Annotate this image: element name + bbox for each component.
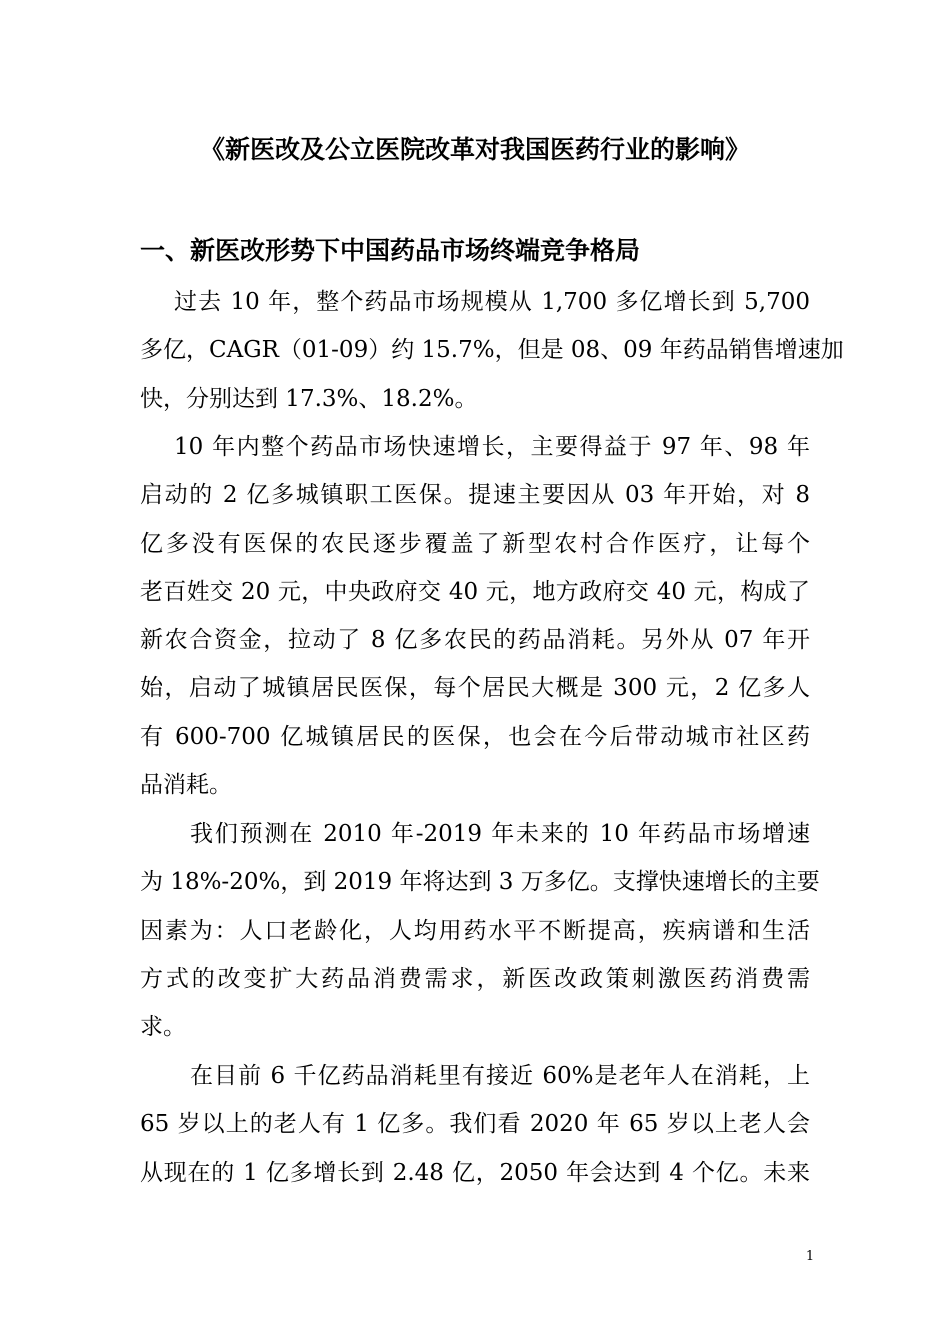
paragraph-line: 品消耗。 [140, 772, 232, 799]
paragraph-line: 快，分别达到 17.3%、18.2%。 [140, 385, 478, 412]
page-number: 1 [805, 1249, 815, 1264]
paragraph-3 [140, 810, 820, 1051]
paragraph-2 [140, 423, 810, 809]
paragraph-line: 在目前 6 千亿药品消耗里有接近 60%是老年人在消耗，上 [190, 1063, 810, 1089]
paragraph-line: 有 600-700 亿城镇居民的医保，也会在今后带动城市社区药 [140, 723, 810, 750]
paragraph-line: 老百姓交 20 元，中央政府交 40 元，地方政府交 40 元，构成了 [140, 578, 810, 605]
paragraph-1 [140, 278, 844, 423]
paragraph-line: 启动的 2 亿多城镇职工医保。提速主要因从 03 年开始，对 8 [140, 482, 810, 509]
paragraph-line: 为 18%-20%，到 2019 年将达到 3 万多亿。支撑快速增长的主要 [140, 869, 820, 896]
paragraph-line: 亿多没有医保的农民逐步覆盖了新型农村合作医疗，让每个 [140, 530, 810, 557]
paragraph-line: 65 岁以上的老人有 1 亿多。我们看 2020 年 65 岁以上老人会 [140, 1111, 810, 1138]
paragraph-line: 从现在的 1 亿多增长到 2.48 亿，2050 年会达到 4 个亿。未来 [140, 1159, 810, 1186]
paragraph-line: 我们预测在 2010 年-2019 年未来的 10 年药品市场增速 [190, 821, 810, 847]
section-heading: 一、新医改形势下中国药品市场终端竞争格局 [140, 236, 641, 265]
paragraph-line: 方式的改变扩大药品消费需求，新医改政策刺激医药消费需 [140, 965, 810, 992]
paragraph-line: 过去 10 年，整个药品市场规模从 1,700 多亿增长到 5,700 [174, 289, 810, 315]
paragraph-line: 10 年内整个药品市场快速增长，主要得益于 97 年、98 年 [174, 434, 810, 460]
paragraph-line: 求。 [140, 1014, 186, 1041]
paragraph-line: 因素为：人口老龄化，人均用药水平不断提高，疾病谱和生活 [140, 917, 810, 944]
paragraph-line: 新农合资金，拉动了 8 亿多农民的药品消耗。另外从 07 年开 [140, 627, 810, 654]
document-title: 《新医改及公立医院改革对我国医药行业的影响》 [199, 135, 750, 164]
paragraph-line: 始，启动了城镇居民医保，每个居民大概是 300 元，2 亿多人 [140, 675, 810, 702]
paragraph-4 [140, 1052, 810, 1197]
paragraph-line: 多亿，CAGR（01-09）约 15.7%，但是 08、09 年药品销售增速加 [140, 337, 844, 364]
